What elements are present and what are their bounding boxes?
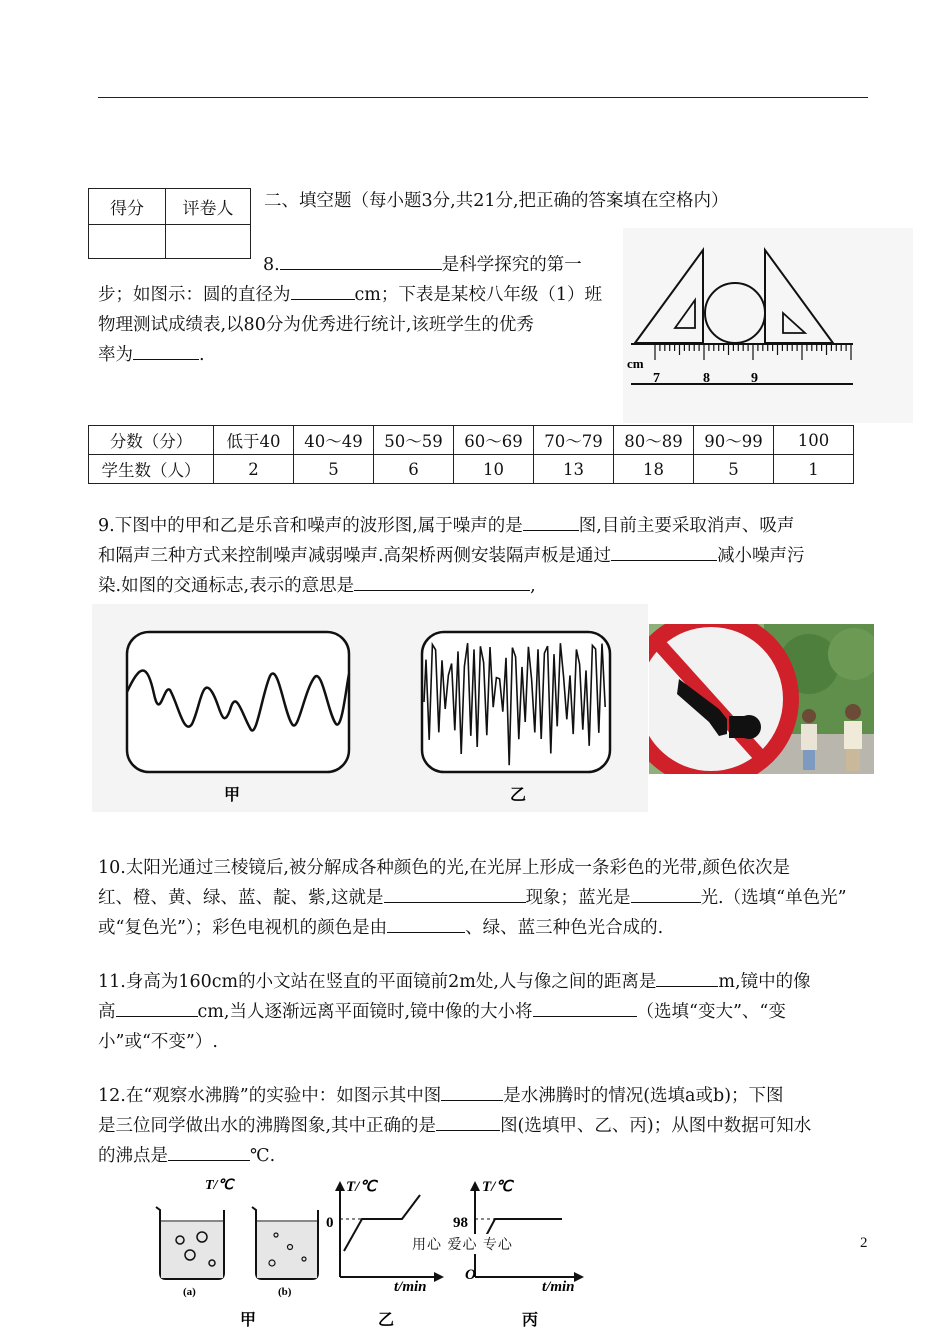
- wave-label-jia: 甲: [224, 785, 241, 804]
- table-header-cell: 分数（分）: [89, 426, 214, 455]
- footer-motto: 用心 爱心 专心: [410, 1234, 515, 1254]
- graph-axis-y: T/℃: [346, 1179, 377, 1195]
- question-10: 10.太阳光通过三棱镜后,被分解成各种颜色的光,在光屏上形成一条彩色的光带,颜色依次是 红、橙、黄、绿、蓝、靛、紫,这就是 现象；蓝光是 光.（选填“单色光” 或“复色光”）；彩色电视机的颜色是由 、绿、蓝三种色光合成的.: [98, 858, 847, 938]
- section-title: 二、填空题（每小题3分,共21分,把正确的答案填在空格内）: [264, 191, 729, 211]
- answer-blank[interactable]: [387, 914, 465, 933]
- table-cell: 1: [774, 455, 854, 484]
- table-cell: 18: [614, 455, 694, 484]
- table-cell: 5: [294, 455, 374, 484]
- table-header-cell: 40～49: [294, 426, 374, 455]
- header-rule: [98, 97, 868, 98]
- table-cell: 2: [214, 455, 294, 484]
- answer-blank[interactable]: [133, 341, 199, 360]
- table-row: [89, 426, 854, 455]
- answer-blank[interactable]: [533, 998, 637, 1017]
- grader-label: 评卷人: [166, 189, 251, 225]
- question-8: 8. 是科学探究的第一 步；如图示：圆的直径为 cm；下表是某校八年级（1）班 物理测试成绩表,以80分为优秀进行统计,该班学生的优秀 率为 .: [98, 250, 618, 370]
- table-header-cell: 80～89: [614, 426, 694, 455]
- table-cell: 13: [534, 455, 614, 484]
- ruler-circle-figure: [623, 228, 913, 423]
- waveform-figure: [92, 604, 648, 812]
- answer-blank[interactable]: [631, 884, 701, 903]
- graph-axis-x: t/min: [394, 1279, 427, 1295]
- table-cell: 10: [454, 455, 534, 484]
- table-cell: 6: [374, 455, 454, 484]
- graph-axis-x: t/min: [542, 1279, 575, 1295]
- answer-blank[interactable]: [291, 281, 355, 300]
- beaker-a: [156, 1178, 235, 1298]
- question-12: 12.在“观察水沸腾”的实验中：如图示其中图 是水沸腾时的情况(选填a或b)；下图 是三位同学做出水的沸腾图象,其中正确的是 图(选填甲、乙、丙)；从图中数据可知水 的沸点是 ℃.: [98, 1081, 873, 1171]
- graph-label-yi: 乙: [378, 1310, 395, 1329]
- answer-blank[interactable]: [116, 998, 198, 1017]
- wave-label-yi: 乙: [510, 785, 527, 804]
- graph-label-bing: 丙: [522, 1310, 539, 1329]
- beaker-label: (b): [278, 1286, 292, 1298]
- score-label: 得分: [89, 189, 166, 225]
- question-9: 9.下图中的甲和乙是乐音和噪声的波形图,属于噪声的是 图,目前主要采取消声、吸声 和隔声三种方式来控制噪声减弱噪声.高架桥两侧安装隔声板是通过 减小噪声污 染.如图的交通标志,表示的意思是 ,: [98, 511, 873, 601]
- no-honking-sign-photo: [649, 624, 874, 774]
- answer-blank[interactable]: [656, 968, 718, 987]
- answer-blank[interactable]: [611, 542, 717, 561]
- answer-blank[interactable]: [384, 884, 526, 903]
- table-cell: 学生数（人）: [89, 455, 214, 484]
- answer-blank[interactable]: [523, 512, 579, 531]
- beaker-b: [252, 1207, 318, 1298]
- ruler-tick-label: 8: [703, 371, 710, 386]
- graph-axis-y: T/℃: [482, 1179, 513, 1195]
- answer-blank[interactable]: [436, 1112, 500, 1131]
- boiling-figures: [150, 1175, 610, 1342]
- ruler-tick-label: 7: [653, 371, 660, 386]
- graph-origin: O: [465, 1267, 476, 1283]
- grade-table: [88, 425, 854, 484]
- table-header-cell: 低于40: [214, 426, 294, 455]
- answer-blank[interactable]: [354, 572, 530, 591]
- beaker-label: (a): [183, 1286, 196, 1298]
- answer-blank[interactable]: [280, 251, 442, 270]
- ruler-tick-label: 9: [751, 371, 758, 386]
- table-header-cell: 90～99: [694, 426, 774, 455]
- answer-blank[interactable]: [168, 1142, 250, 1161]
- table-header-cell: 50～59: [374, 426, 454, 455]
- table-row: [89, 455, 854, 484]
- page-number: 2: [860, 1235, 868, 1251]
- table-header-cell: 100: [774, 426, 854, 455]
- table-header-cell: 60～69: [454, 426, 534, 455]
- question-11: 11.身高为160cm的小文站在竖直的平面镜前2m处,人与像之间的距离是 m,镜中的像 高 cm,当人逐渐远离平面镜时,镜中像的大小将 （选填“变大”、“变 小”或“不变”）.: [98, 967, 873, 1057]
- graph-y-zero: 0: [326, 1215, 334, 1231]
- table-header-cell: 70～79: [534, 426, 614, 455]
- axis-y-fragment: T/℃: [205, 1178, 234, 1193]
- answer-blank[interactable]: [441, 1082, 503, 1101]
- graph-label-jia: 甲: [240, 1310, 257, 1329]
- ruler-unit: cm: [627, 356, 644, 371]
- table-cell: 5: [694, 455, 774, 484]
- graph-y-mark: 98: [453, 1215, 468, 1231]
- score-box: [88, 188, 251, 259]
